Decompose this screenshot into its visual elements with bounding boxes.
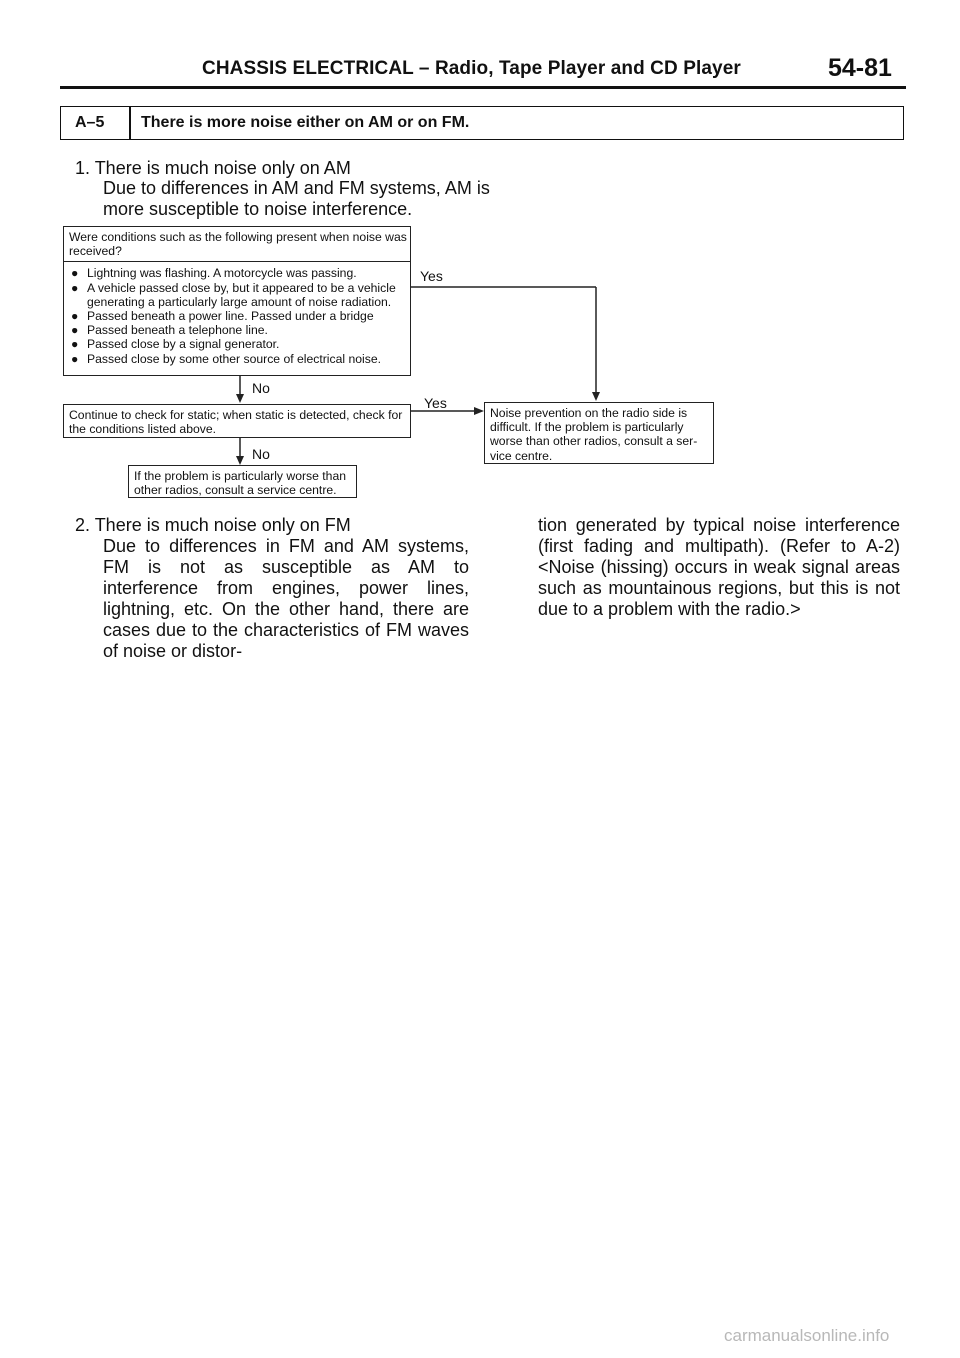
bullet-icon: ● xyxy=(71,309,79,324)
service-box xyxy=(128,465,357,498)
bullet-icon: ● xyxy=(71,266,79,281)
section2-heading: 2. There is much noise only on FM xyxy=(75,515,351,535)
bullet-icon: ● xyxy=(71,323,79,338)
condition-item: ● Passed close by a signal generator. xyxy=(71,337,280,352)
section1-body: Due to differences in AM and FM systems, AM is more susceptible to noise interference. xyxy=(103,178,490,219)
noise-prevention-text: Noise prevention on the radio side is difficult. If the problem is particularly worse than other radios, consult a ser-vice centre. xyxy=(490,406,698,463)
yes-label-2: Yes xyxy=(424,395,447,411)
condition-item: ● Passed beneath a power line. Passed under a bridge xyxy=(71,309,374,324)
check-static-text: Continue to check for static; when static is detected, check for the conditions listed above. xyxy=(69,408,403,437)
bullet-icon: ● xyxy=(71,280,79,295)
condition-item: ● A vehicle passed close by, but it appeared to be a vehicle generating a particularly large amount of noise radiation. xyxy=(71,280,396,309)
conditions-question: Were conditions such as the following present when noise was received? xyxy=(64,227,410,262)
page-number: 54-81 xyxy=(828,54,892,82)
no-label-1: No xyxy=(252,380,270,396)
condition-item: ● Passed beneath a telephone line. xyxy=(71,323,268,338)
check-static-box xyxy=(63,404,411,438)
condition-item: ● Passed close by some other source of electrical noise. xyxy=(71,351,381,366)
bullet-icon: ● xyxy=(71,337,79,352)
bullet-icon: ● xyxy=(71,351,79,366)
page-header-title: CHASSIS ELECTRICAL – Radio, Tape Player and CD Player xyxy=(202,58,741,79)
section2-body-left: Due to differences in FM and AM systems, FM is not as susceptible as AM to interference from engines, power lines, lightning, etc. On the other hand, there are cases due to the characteristics of FM waves of noise or distor- xyxy=(103,536,469,661)
trouble-code: A–5 xyxy=(75,114,105,131)
no-label-2: No xyxy=(252,446,270,462)
conditions-list xyxy=(64,262,410,367)
section1-heading: 1. There is much noise only on AM xyxy=(75,158,351,178)
conditions-box xyxy=(63,226,411,376)
service-text: If the problem is particularly worse than other radios, consult a service centre. xyxy=(134,469,347,498)
noise-prevention-box xyxy=(484,402,714,464)
watermark-text: carmanualsonline.info xyxy=(724,1326,890,1345)
section2-body-right: tion generated by typical noise interference (first fading and multipath). (Refer to A-2) <Noise (hissing) occurs in weak signal areas such as mountainous regions, but this is not due to a problem with the radio.> xyxy=(538,515,900,619)
yes-label-1: Yes xyxy=(420,268,443,284)
condition-item: ● Lightning was flashing. A motorcycle was passing. xyxy=(71,266,357,281)
trouble-title: There is more noise either on AM or on FM. xyxy=(141,114,470,131)
